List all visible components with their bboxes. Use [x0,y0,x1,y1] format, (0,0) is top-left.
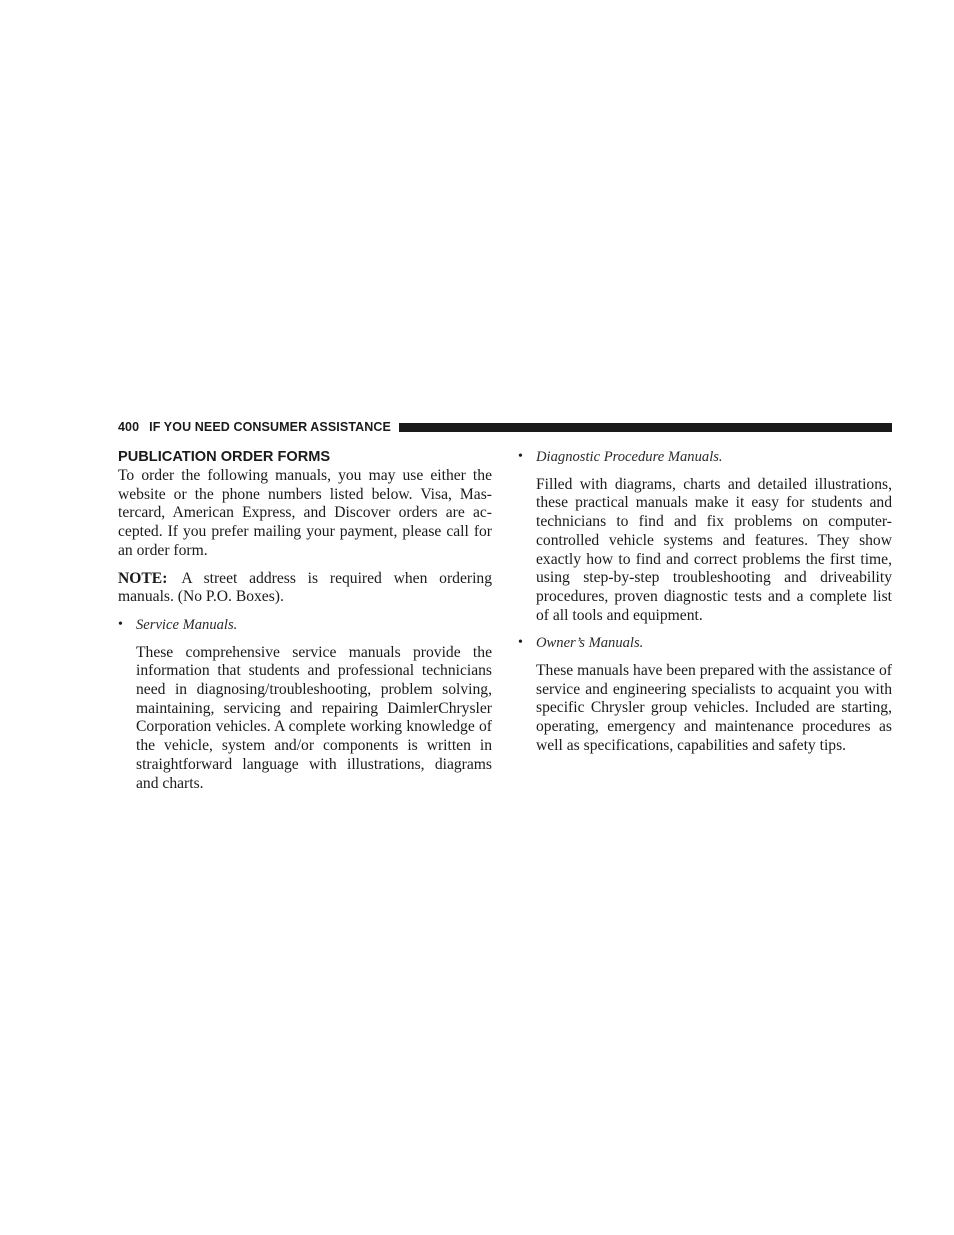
bullet-owners-manuals [518,634,892,653]
bullet-label: Owner’s Manuals. [536,635,644,652]
page-header [118,418,892,436]
diagnostic-manuals-description: Filled with diagrams, charts and detailed illustrations, these practical manuals make it easy for students and technicians to find and fix problems on computer-controlled vehicle systems and features. They show exactly how to find and correct problems the first time, using step-by-step troubleshooting and driveability procedures, proven diagnostic tests and a complete list of all tools and equipment. [536,475,892,624]
page-number: 400 [118,420,140,434]
bullet-label: Diagnostic Procedure Manuals. [536,449,723,465]
bullet-diagnostic-manuals [518,448,892,467]
service-manuals-description: These comprehensive service manuals provide the information that students and professional technicians need in diagnosing/troubleshooting, problem solving, maintaining, servicing and repairing DaimlerChrysler Corporation vehicles. A complete working knowledge of the vehicle, system and/or components is written in straightforward language with illustrations, diagrams and charts. [136,643,492,792]
bullet-dot-icon: • [518,635,523,651]
owners-manuals-description: These manuals have been prepared with the assistance of service and engineering specialists to acquaint you with specific Chrysler group vehicles. Included are starting, operating, emergency and maintenance procedures as well as specifications, capabilities and safety tips. [536,662,892,754]
bullet-service-manuals [118,616,492,635]
note-text: A street address is required when ordering manuals. (No P.O. Boxes). [118,569,492,606]
right-column [518,448,892,765]
bullet-label: Service Manuals. [136,616,238,633]
intro-paragraph: To order the following manuals, you may use either the website or the phone numbers listed below. Visa, Mastercard, American Express, and Discover orders are accepted. If you prefer mailing your payment, please call for an order form. [118,467,492,559]
bullet-dot-icon: • [118,616,123,632]
section-title: IF YOU NEED CONSUMER ASSISTANCE [149,420,391,434]
left-column [118,448,492,802]
bullet-dot-icon: • [518,449,523,464]
section-heading: PUBLICATION ORDER FORMS [118,449,331,465]
note-label: NOTE: [118,569,168,587]
note-paragraph [118,570,492,607]
header-rule [399,423,892,432]
